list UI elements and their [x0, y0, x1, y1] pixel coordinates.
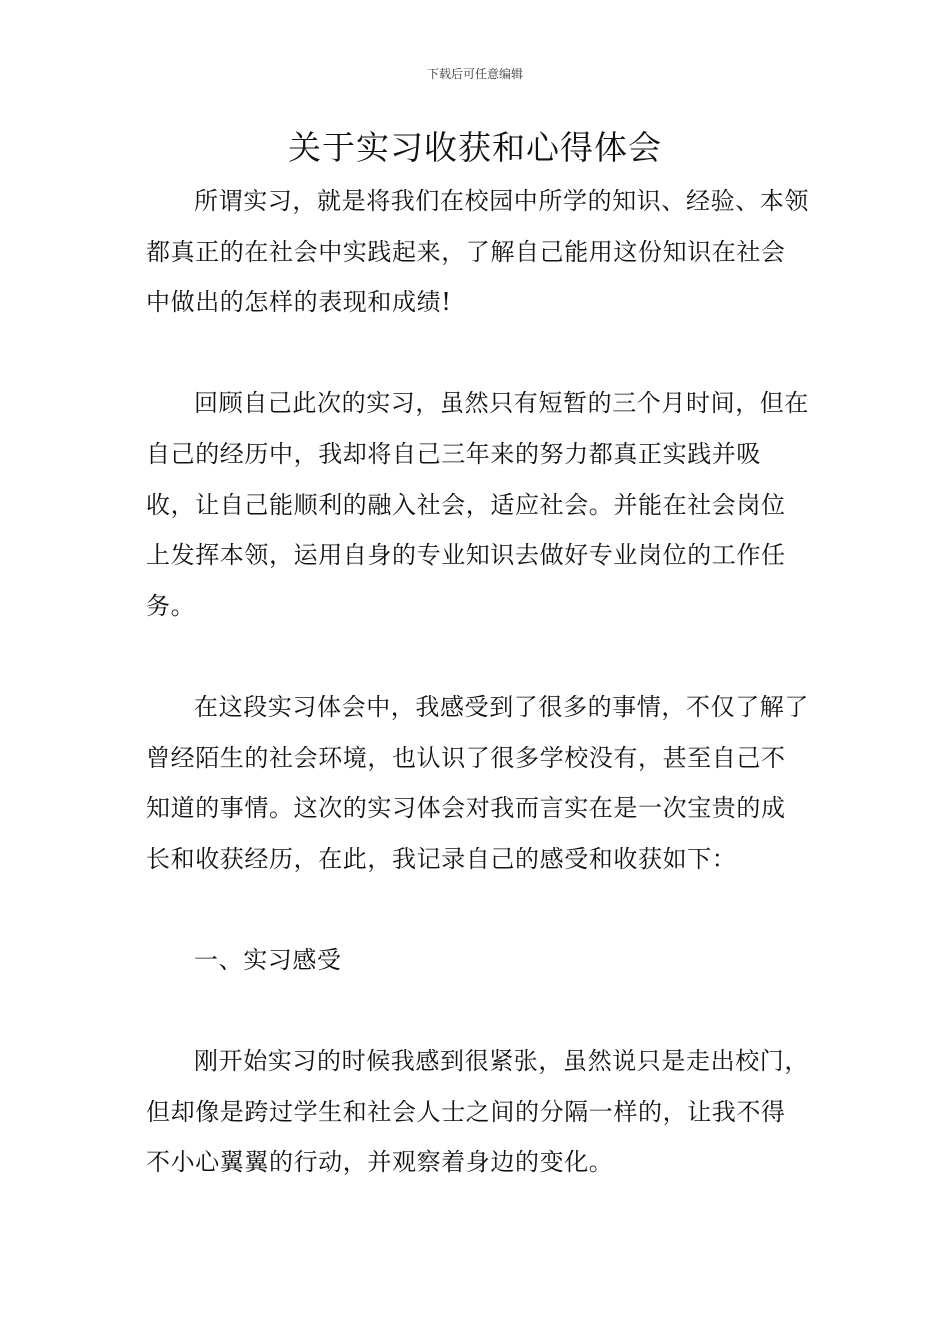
paragraph-3: 在这段实习体会中，我感受到了很多的事情，不仅了解了曾经陌生的社会环境，也认识了很多学校没有，甚至自己不知道的事情。这次的实习体会对我而言实在是一次宝贵的成长和收获经历，在此，我记录自己的感受和收获如下：: [146, 692, 809, 873]
paragraph-spacer: [146, 631, 810, 682]
paragraph-spacer: [146, 328, 810, 379]
paragraph-1: 所谓实习，就是将我们在校园中所学的知识、经验、本领都真正的在社会中实践起来，了解自己能用这份知识在社会中做出的怎样的表现和成绩!: [146, 187, 809, 317]
paragraph-4: 刚开始实习的时候我感到很紧张，虽然说只是走出校门，但却像是跨过学生和社会人士之间的分隔一样的，让我不得不小心翼翼的行动，并观察着身边的变化。: [146, 1047, 809, 1177]
header-note: 下载后可任意编辑: [426, 67, 523, 81]
paragraph-spacer: [146, 986, 810, 1037]
document-body: [146, 176, 810, 1188]
section-heading: 一、实习感受: [194, 945, 342, 974]
document-title: 关于实习收获和心得体会: [288, 128, 662, 167]
paragraph-2: 回顾自己此次的实习，虽然只有短暂的三个月时间，但在自己的经历中，我却将自己三年来的努力都真正实践并吸收，让自己能顺利的融入社会，适应社会。并能在社会岗位上发挥本领，运用自身的专业知识去做好专业岗位的工作任务。: [146, 389, 809, 620]
paragraph-spacer: [146, 884, 810, 935]
